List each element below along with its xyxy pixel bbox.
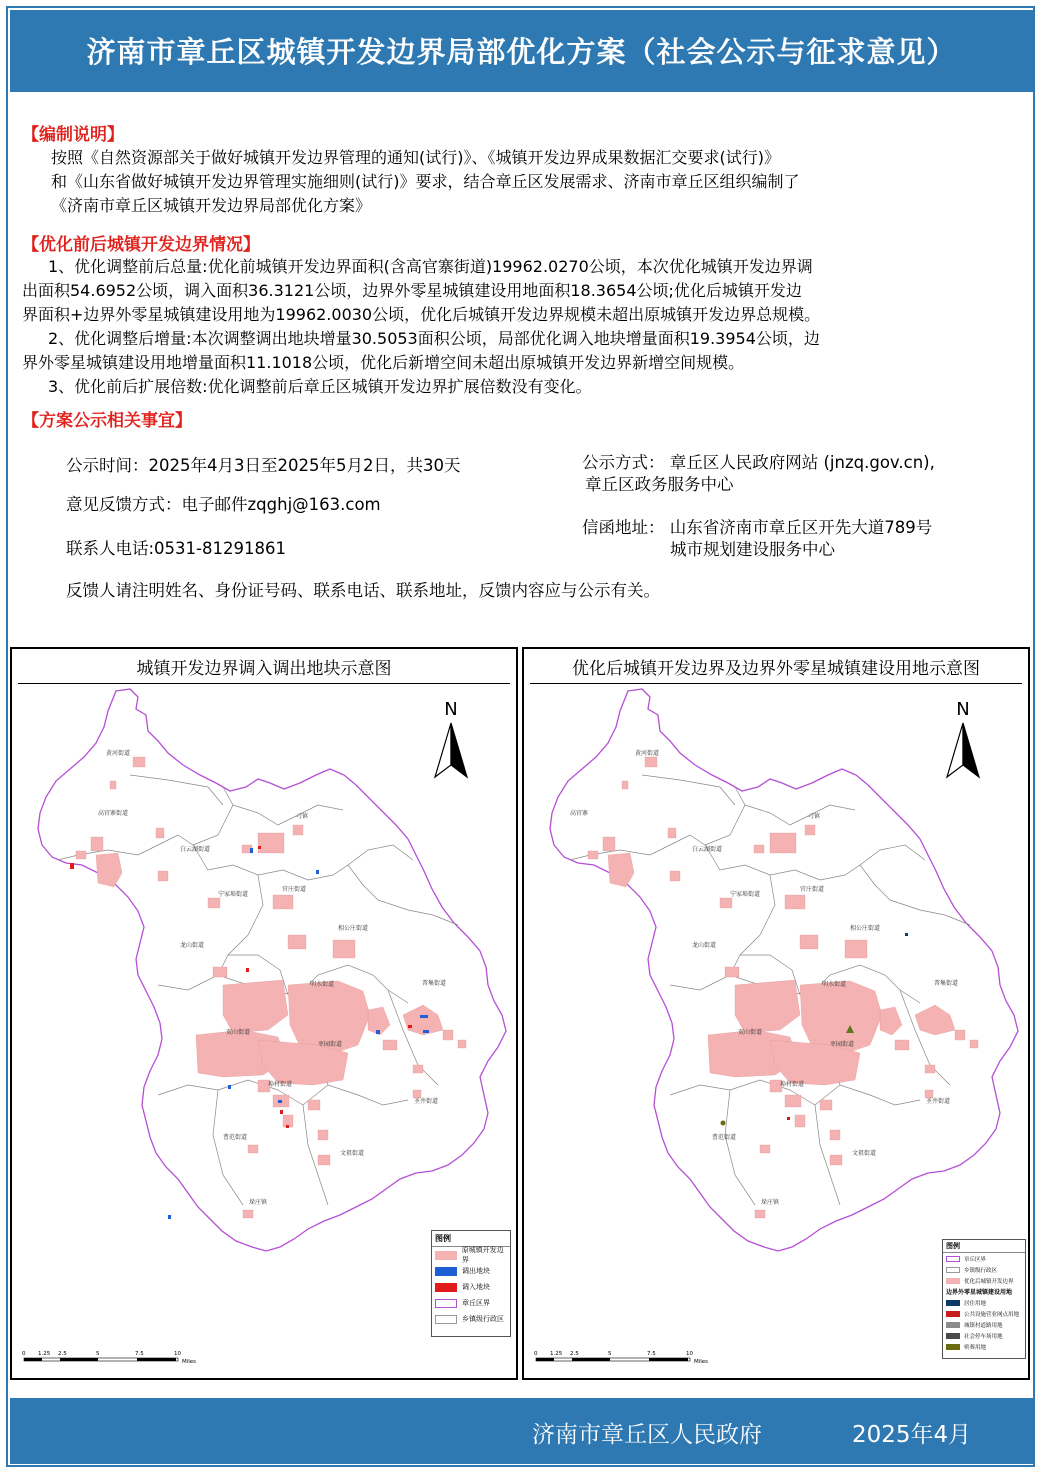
legend-row — [432, 1295, 510, 1311]
out-parcel — [423, 1030, 429, 1033]
zone — [443, 1030, 453, 1040]
zone — [603, 837, 615, 851]
legend-swatch — [435, 1251, 457, 1260]
legend-row — [943, 1330, 1025, 1341]
zone — [293, 825, 303, 835]
legend-swatch — [946, 1267, 960, 1273]
label-guanzhuang: 官庄街道 — [800, 886, 825, 893]
zone — [622, 781, 628, 789]
zone — [458, 1040, 466, 1048]
legend-row — [943, 1297, 1025, 1308]
label-bucun: 埠村街道 — [268, 1081, 293, 1088]
scale-tick: 10 — [686, 1351, 693, 1357]
out-parcel — [316, 870, 319, 874]
label-caofan: 曹范街道 — [712, 1134, 737, 1141]
scale-tick: 0 — [22, 1351, 26, 1357]
scale-unit: Miles — [694, 1359, 709, 1365]
zone — [110, 781, 116, 789]
map-panel-left — [10, 647, 518, 1380]
out-parcel — [278, 1100, 282, 1103]
boundary-line-1: 1、优化调整前后总量:优化前城镇开发边界面积(含高官寨街道)19962.0270公顷，本次优化城镇开发边界调 — [48, 257, 813, 276]
label-bucun: 埠村街道 — [780, 1081, 805, 1088]
zone — [76, 851, 86, 859]
out-parcel — [420, 1015, 428, 1018]
out-parcel — [376, 1030, 380, 1034]
zone — [91, 837, 103, 851]
zone — [243, 1210, 253, 1218]
label-zaoyuan: 枣园街道 — [830, 1041, 855, 1048]
zone — [133, 757, 145, 767]
label-xianggongzhuang: 相公庄街道 — [850, 925, 881, 932]
legend-row — [432, 1247, 510, 1263]
zone — [800, 935, 818, 949]
zone — [318, 1130, 328, 1140]
legend-swatch — [946, 1311, 960, 1317]
zone — [333, 940, 355, 958]
label-guanzhuang: 官庄街道 — [282, 886, 307, 893]
zone — [754, 845, 764, 853]
boundary-line-2: 出面积54.6952公顷，调入面积36.3121公顷，边界外零星城镇建设用地面积18.3654公顷;优化后城镇开发边 — [22, 281, 802, 300]
zone — [770, 833, 796, 853]
label-gaoguanzhai: 高官寨街道 — [98, 810, 129, 817]
legend-label: 殡葬用地 — [964, 1344, 987, 1351]
compile-line-3: 《济南市章丘区城镇开发边界局部优化方案》 — [51, 196, 372, 215]
legend-label: 原城镇开发边界 — [461, 1246, 504, 1264]
label-gaoguanzhai: 高官寨 — [570, 810, 589, 817]
zone — [830, 1130, 840, 1140]
scattered-land-marker — [721, 1121, 726, 1126]
map-right-title: 优化后城镇开发边界及边界外零星城镇建设用地示意图 — [530, 655, 1022, 684]
label-shuangshan: 双山街道 — [738, 1029, 763, 1036]
scale-tick: 7.5 — [647, 1351, 656, 1357]
zone — [208, 898, 220, 908]
scale-tick: 0 — [534, 1351, 538, 1357]
scale-tick: 5 — [608, 1351, 612, 1357]
legend-title: 图例 — [943, 1240, 1025, 1253]
in-parcel — [408, 1025, 412, 1028]
notice-note: 反馈人请注明姓名、身份证号码、联系电话、联系地址，反馈内容应与公示有关。 — [66, 581, 660, 600]
zone — [785, 1095, 801, 1107]
zone — [318, 1155, 330, 1165]
legend-label: 调出地块 — [462, 1267, 490, 1275]
legend-swatch — [946, 1333, 960, 1339]
zone — [955, 1030, 965, 1040]
legend-row — [943, 1264, 1025, 1275]
label-huanghe: 黄河街道 — [106, 750, 131, 757]
map-right-scalebar — [532, 1349, 712, 1371]
notice-method: 公示方式： 章丘区人民政府网站 (jnzq.gov.cn), — [582, 453, 935, 472]
label-ningjiabu: 宁家埠街道 — [218, 891, 249, 898]
map-left-title: 城镇开发边界调入调出地块示意图 — [18, 655, 510, 684]
label-caofan: 曹范街道 — [223, 1134, 248, 1141]
label-duozhuang: 垛庄镇 — [761, 1199, 780, 1206]
label-wenzu: 文祖街道 — [340, 1150, 365, 1157]
label-baiyunhu: 白云湖街道 — [692, 846, 723, 853]
label-shuangshan: 双山街道 — [226, 1029, 251, 1036]
zone — [805, 825, 815, 835]
compile-line-1: 按照《自然资源部关于做好城镇开发边界管理的通知(试行)》、《城镇开发边界成果数据汇交要求(试行)》 — [51, 148, 780, 167]
legend-swatch — [435, 1267, 457, 1276]
legend-label: 乡镇级行政区 — [462, 1315, 504, 1323]
in-parcel — [70, 863, 74, 869]
notice-address-2: 城市规划建设服务中心 — [670, 540, 835, 559]
legend-swatch — [946, 1344, 960, 1350]
zone — [925, 1090, 933, 1098]
zone — [970, 1040, 978, 1048]
legend-swatch — [946, 1300, 960, 1306]
map-panel-right — [522, 647, 1030, 1380]
legend-row — [943, 1319, 1025, 1330]
legend-title: 图例 — [432, 1231, 510, 1247]
label-shengjing: 圣井街道 — [926, 1098, 951, 1105]
zone — [720, 898, 732, 908]
out-parcel — [168, 1215, 171, 1219]
scale-tick: 7.5 — [135, 1351, 144, 1357]
notice-phone: 联系人电话:0531-81291861 — [66, 539, 286, 558]
notice-method-2: 章丘区政务服务中心 — [585, 475, 734, 494]
label-puji: 普集街道 — [422, 980, 447, 987]
section-heading-notice: 【方案公示相关事宜】 — [22, 411, 192, 431]
legend-label: 城镇村道路用地 — [964, 1322, 1003, 1329]
legend-row — [432, 1279, 510, 1295]
zone — [413, 1065, 423, 1073]
zone — [725, 967, 739, 977]
zone — [755, 1210, 765, 1218]
scale-tick: 10 — [174, 1351, 181, 1357]
legend-row — [432, 1263, 510, 1279]
section-heading-boundary: 【优化前后城镇开发边界情况】 — [22, 235, 260, 255]
compile-line-2: 和《山东省做好城镇开发边界管理实施细则(试行)》要求，结合章丘区发展需求、济南市章丘区组织编制了 — [51, 172, 800, 191]
legend-subtitle: 边界外零星城镇建设用地 — [946, 1289, 1013, 1296]
scale-tick: 2.5 — [570, 1351, 579, 1357]
legend-label: 社会停车场用地 — [964, 1333, 1003, 1340]
label-longshan: 龙山街道 — [180, 942, 205, 949]
zone — [670, 871, 680, 881]
zone — [795, 1115, 805, 1127]
zone — [258, 833, 284, 853]
legend-row — [943, 1341, 1025, 1352]
label-baiyunhu: 白云湖街道 — [180, 846, 211, 853]
legend-label: 乡镇级行政区 — [964, 1267, 998, 1274]
zone — [895, 1040, 909, 1050]
zone — [668, 828, 676, 838]
zone — [273, 895, 293, 909]
in-parcel — [246, 968, 249, 972]
out-parcel — [250, 848, 253, 853]
north-letter: N — [956, 699, 970, 720]
zone — [158, 871, 168, 881]
zone — [213, 967, 227, 977]
label-shengjing: 圣井街道 — [414, 1098, 439, 1105]
notice-feedback: 意见反馈方式：电子邮件zqghj@163.com — [66, 495, 381, 514]
zone — [925, 1065, 935, 1073]
zone — [383, 1040, 397, 1050]
label-wenzu: 文祖街道 — [852, 1150, 877, 1157]
label-mingshui: 明水街道 — [310, 981, 335, 988]
scattered-land-marker — [787, 1117, 790, 1120]
zone — [308, 1100, 320, 1110]
legend-swatch — [435, 1299, 457, 1308]
boundary-line-4: 2、优化调整后增量:本次调整调出地块增量30.5053面积公顷，局部优化调入地块增量面积19.3954公顷，边 — [48, 329, 820, 348]
zone — [645, 757, 657, 767]
notice-time: 公示时间：2025年4月3日至2025年5月2日，共30天 — [66, 456, 461, 475]
zone — [760, 1145, 770, 1153]
zone — [156, 828, 164, 838]
label-puji: 普集街道 — [934, 980, 959, 987]
label-xianggongzhuang: 相公庄街道 — [338, 925, 369, 932]
zone — [588, 851, 598, 859]
scattered-land-marker — [905, 933, 908, 936]
scale-tick: 1.25 — [550, 1351, 563, 1357]
zone — [413, 1090, 421, 1098]
label-ningjiabu: 宁家埠街道 — [730, 891, 761, 898]
label-duozhuang: 垛庄镇 — [249, 1199, 268, 1206]
zone — [288, 935, 306, 949]
legend-swatch — [946, 1256, 960, 1262]
page-title: 济南市章丘区城镇开发边界局部优化方案（社会公示与征求意见） — [86, 35, 957, 69]
legend-row — [943, 1308, 1025, 1319]
footer-org: 济南市章丘区人民政府 — [532, 1422, 762, 1448]
map-left-legend — [431, 1230, 511, 1337]
legend-label: 调入地块 — [462, 1283, 490, 1291]
zone — [248, 1145, 258, 1153]
map-right-legend — [942, 1239, 1026, 1359]
in-parcel — [258, 846, 261, 849]
north-arrow — [435, 699, 467, 777]
legend-row — [943, 1275, 1025, 1286]
zone — [785, 895, 805, 909]
label-longshan: 龙山街道 — [692, 942, 717, 949]
label-diaozhen: 刁镇 — [808, 813, 821, 820]
legend-label: 公共设施营业网点用地 — [964, 1311, 1020, 1318]
legend-row — [943, 1253, 1025, 1264]
legend-label: 章丘区界 — [462, 1299, 490, 1307]
section-heading-compile: 【编制说明】 — [22, 125, 124, 145]
north-letter: N — [444, 699, 458, 720]
legend-label: 章丘区界 — [964, 1256, 987, 1263]
scale-tick: 2.5 — [58, 1351, 67, 1357]
footer-date: 2025年4月 — [852, 1422, 972, 1448]
boundary-line-5: 界外零星城镇建设用地增量面积11.1018公顷，优化后新增空间未超出原城镇开发边界新增空间规模。 — [22, 353, 745, 372]
in-parcel — [280, 1110, 283, 1114]
scale-tick: 1.25 — [38, 1351, 51, 1357]
header-bar — [10, 10, 1033, 92]
in-parcel — [286, 1125, 289, 1128]
legend-label: 优化后城镇开发边界 — [964, 1278, 1014, 1285]
legend-swatch — [435, 1315, 457, 1324]
zone — [830, 1155, 842, 1165]
zone — [820, 1100, 832, 1110]
out-parcel — [228, 1085, 231, 1089]
legend-swatch — [435, 1283, 457, 1292]
legend-label: 居住用地 — [964, 1300, 987, 1307]
legend-row — [432, 1311, 510, 1327]
scale-unit: Miles — [182, 1359, 197, 1365]
boundary-line-6: 3、优化前后扩展倍数:优化调整前后章丘区城镇开发边界扩展倍数没有变化。 — [48, 377, 592, 396]
boundary-line-3: 界面积+边界外零星城镇建设用地为19962.0030公顷，优化后城镇开发边界规模未超出原城镇开发边界总规模。 — [22, 305, 821, 324]
map-left-scalebar — [20, 1349, 200, 1371]
footer-bar — [10, 1398, 1033, 1464]
north-arrow — [947, 699, 979, 777]
label-zaoyuan: 枣园街道 — [318, 1041, 343, 1048]
label-diaozhen: 刁镇 — [296, 813, 309, 820]
scale-tick: 5 — [96, 1351, 100, 1357]
label-mingshui: 明水街道 — [822, 981, 847, 988]
label-huanghe: 黄河街道 — [635, 750, 660, 757]
legend-swatch — [946, 1278, 960, 1284]
zone — [845, 940, 867, 958]
legend-swatch — [946, 1322, 960, 1328]
notice-address: 信函地址： 山东省济南市章丘区开先大道789号 — [582, 518, 933, 537]
